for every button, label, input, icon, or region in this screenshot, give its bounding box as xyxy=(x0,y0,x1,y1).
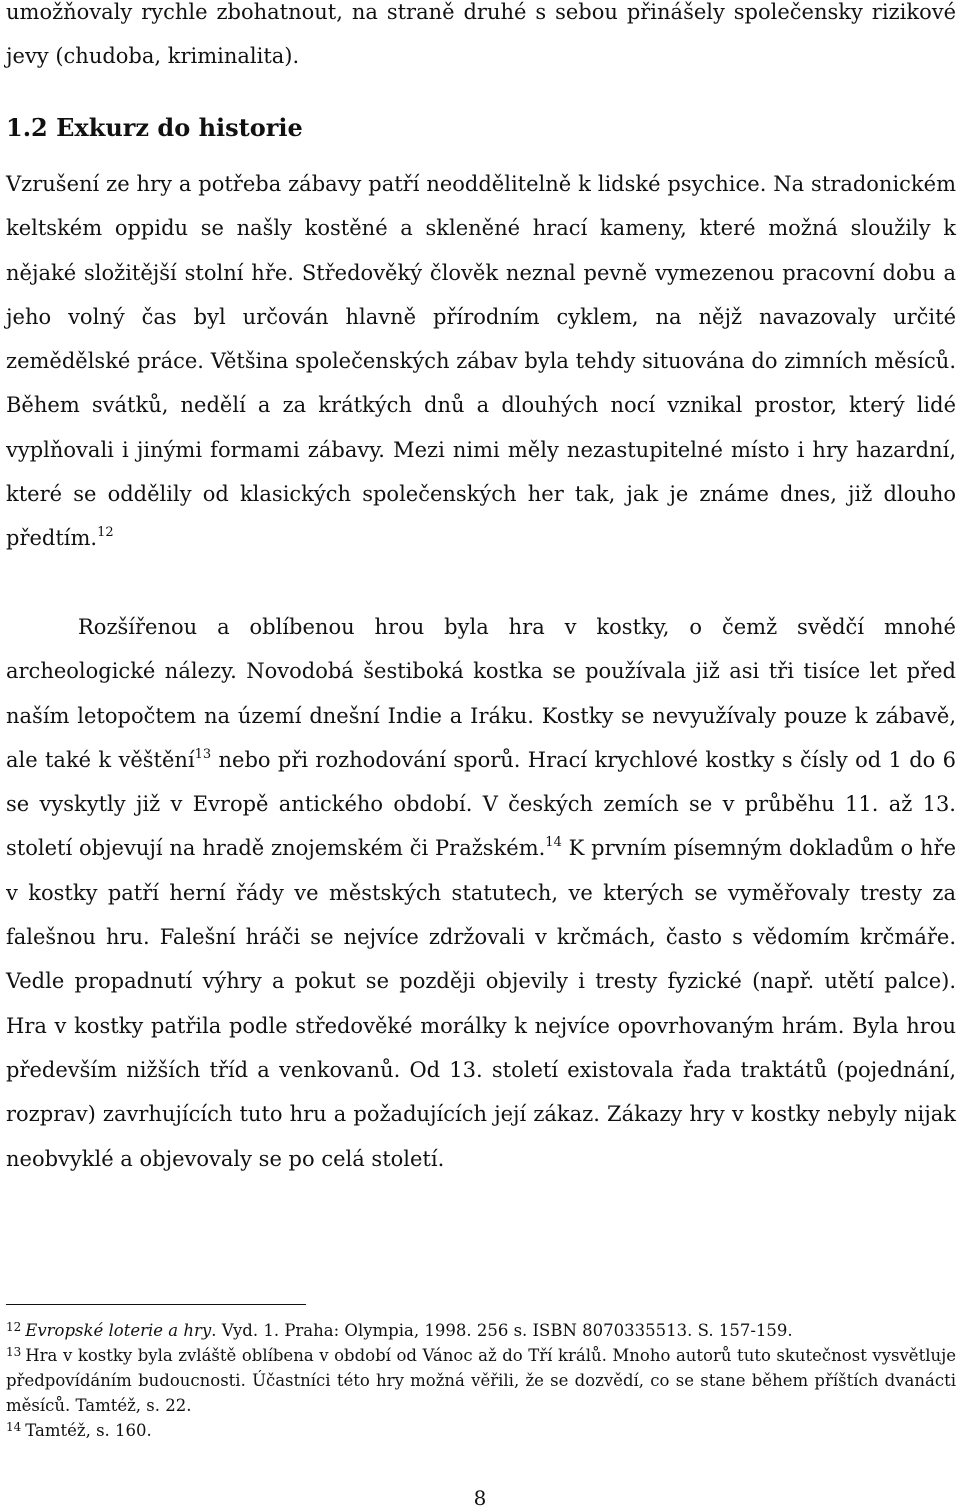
paragraph-2 xyxy=(6,605,956,1181)
footnote-text: Hra v kostky byla zvláště oblíbena v období od Vánoc až do Tří králů. Mnoho autorů tuto skutečnost vysvětluje předpovídáním budoucnosti. Účastníci této hry možná věřili, že se dozvědí, co se stane během příštích dvanácti měsíců. Tamtéž, s. 22. xyxy=(6,1346,956,1415)
page-number: 8 xyxy=(473,1486,487,1510)
footnote-text: . Vyd. 1. Praha: Olympia, 1998. 256 s. ISBN 8070335513. S. 157-159. xyxy=(211,1321,793,1340)
paragraph-1 xyxy=(6,162,956,561)
footnote-14 xyxy=(6,1418,956,1443)
section-heading: 1.2 Exkurz do historie xyxy=(6,113,303,142)
footnote-number: 12 xyxy=(6,1320,22,1334)
paragraph-2-part-2: nebo při rozhodování sporů. Hrací krychlové kostky s čísly od 1 do 6 se vyskytly již v Evropě antického období. V českých zemích se v průběhu 11. až 13. století objevují na hradě znojemském či Pražském. xyxy=(6,747,956,861)
footnote-13 xyxy=(6,1343,956,1418)
footnote-12 xyxy=(6,1318,956,1343)
paragraph-1-text: Vzrušení ze hry a potřeba zábavy patří neoddělitelně k lidské psychice. Na stradonickém keltském oppidu se našly kostěné a skleněné hrací kameny, které možná sloužily k nějaké složitější stolní hře. Středověký člověk neznal pevně vymezenou pracovní dobu a jeho volný čas byl určován hlavně přírodním cyklem, na nějž navazovaly určité zemědělské práce. Většina společenských zábav byla tehdy situována do zimních měsíců. Během svátků, nedělí a za krátkých dnů a dlouhých nocí vznikal prostor, který lidé vyplňovali i jinými formami zábavy. Mezi nimi měly nezastupitelné místo i hry hazardní, které se oddělily od klasických společenských her tak, jak je známe dnes, již dlouho předtím. xyxy=(6,172,956,551)
footnote-text: Tamtéž, s. 160. xyxy=(25,1421,152,1440)
footnote-ref-13: 13 xyxy=(194,746,212,762)
paragraph-2-part-3: K prvním písemným dokladům o hře v kostky patří herní řády ve městských statutech, ve kterých se vyměřovaly tresty za falešnou hru. Falešní hráči se nejvíce zdržovali v krčmách, často s vědomím krčmáře. Vedle propadnutí výhry a pokut se později objevily i tresty fyzické (např. utětí palce). Hra v kostky patřila podle středověké morálky k nejvíce opovrhovaným hrám. Byla hrou především nižších tříd a venkovanů. Od 13. století existovala řada traktátů (pojednání, rozprav) zavrhujících tuto hru a požadujících její zákaz. Zákazy hry v kostky nebyly nijak neobvyklé a objevovaly se po celá století. xyxy=(6,836,956,1171)
footnote-number: 14 xyxy=(6,1420,22,1434)
footnote-number: 13 xyxy=(6,1345,22,1359)
footnote-ref-14: 14 xyxy=(545,835,562,851)
footnote-divider xyxy=(6,1304,306,1305)
footnote-title: Evropské loterie a hry xyxy=(25,1321,212,1340)
footnotes xyxy=(6,1318,956,1443)
footnote-ref-12: 12 xyxy=(97,525,114,541)
paragraph-2-part-1: Rozšířenou a oblíbenou hrou byla hra v kostky, o čemž svědčí mnohé archeologické nálezy. Novodobá šestiboká kostka se používala již asi tři tisíce let před naším letopočtem na území dnešní Indie a Iráku. Kostky se nevyužívaly pouze k zábavě, ale také k věštění xyxy=(6,615,956,772)
intro-paragraph: umožňovaly rychle zbohatnout, na straně druhé s sebou přinášely společensky rizikové jevy (chudoba, kriminalita). xyxy=(6,0,956,69)
